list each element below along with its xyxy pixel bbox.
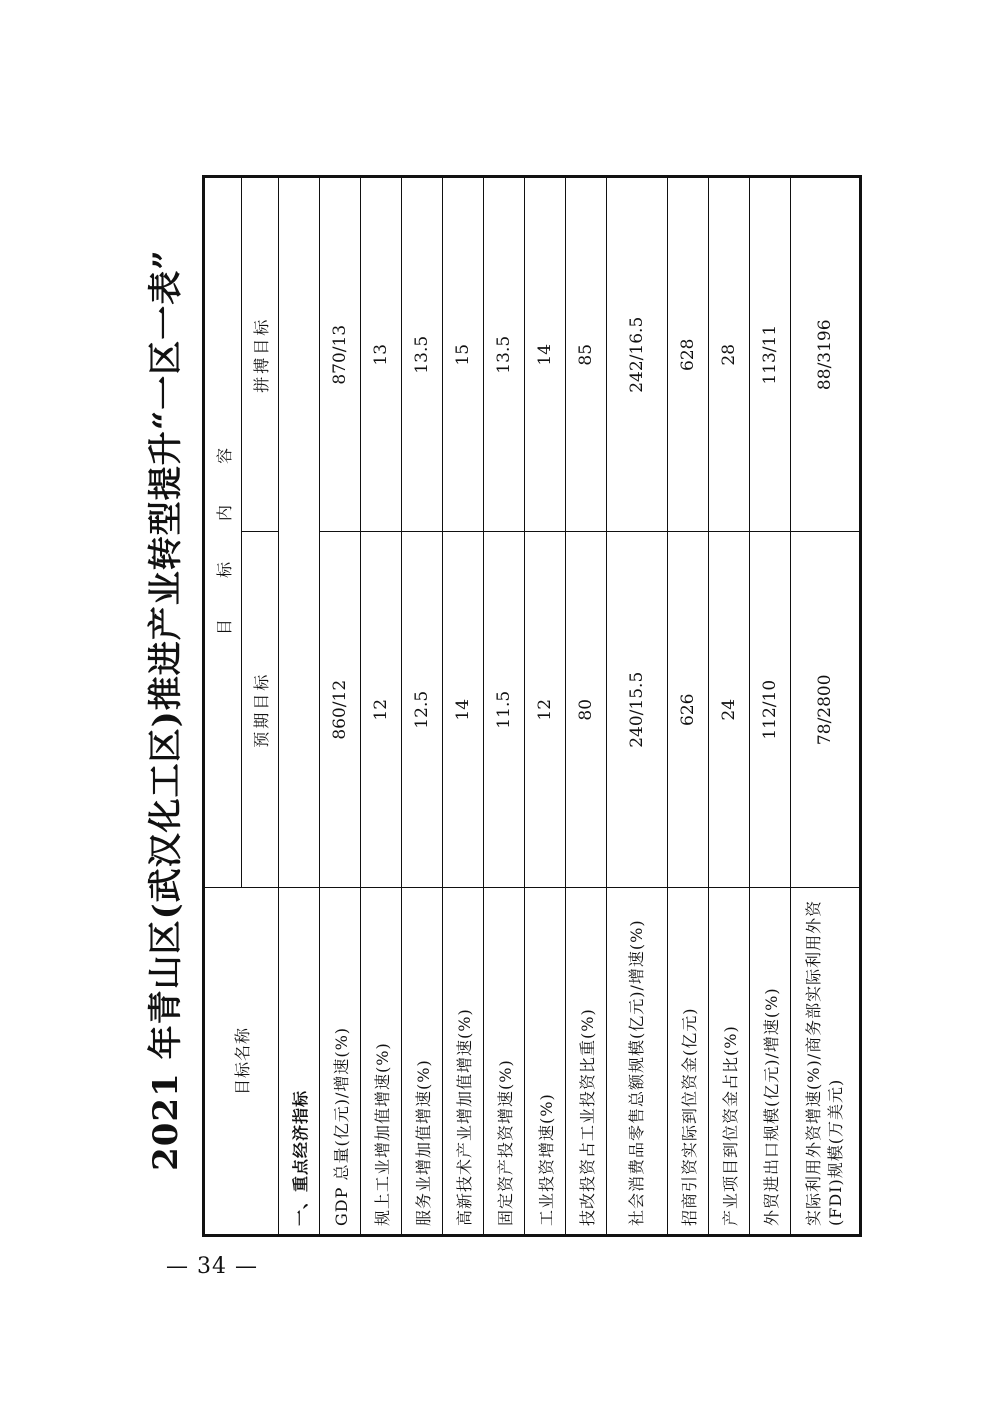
table-row [525, 177, 566, 1236]
document-title: 2021 年青山区(武汉化工区)推进产业转型提升“一区一表” [146, 249, 186, 1171]
row-name: 招商引资实际到位资金(亿元) [668, 888, 709, 1236]
rotated-table-block [130, 0, 870, 1245]
row-expected: 240/15.5 [607, 532, 668, 888]
row-stretch: 88/3196 [791, 177, 861, 533]
section-row [279, 177, 320, 1236]
table-row [402, 177, 443, 1236]
table-row [709, 177, 750, 1236]
row-name: 外贸进出口规模(亿元)/增速(%) [750, 888, 791, 1236]
row-stretch: 28 [709, 177, 750, 533]
table-row [607, 177, 668, 1236]
table-row [443, 177, 484, 1236]
table-row [791, 177, 861, 1236]
row-expected: 24 [709, 532, 750, 888]
row-expected: 12 [525, 532, 566, 888]
row-name: 工业投资增速(%) [525, 888, 566, 1236]
row-name: 规上工业增加值增速(%) [361, 888, 402, 1236]
row-name: 高新技术产业增加值增速(%) [443, 888, 484, 1236]
table-row [566, 177, 607, 1236]
header-target-name: 目标名称 [204, 888, 279, 1236]
table-row [668, 177, 709, 1236]
row-expected: 12 [361, 532, 402, 888]
row-stretch: 628 [668, 177, 709, 533]
row-stretch: 13.5 [402, 177, 443, 533]
row-name: 社会消费品零售总额规模(亿元)/增速(%) [607, 888, 668, 1236]
row-name: 产业项目到位资金占比(%) [709, 888, 750, 1236]
row-name: 服务业增加值增速(%) [402, 888, 443, 1236]
table-row [750, 177, 791, 1236]
row-stretch: 13.5 [484, 177, 525, 533]
row-stretch: 113/11 [750, 177, 791, 533]
table-header-row [204, 177, 242, 1236]
header-target-content: 目 标 内 容 [204, 177, 242, 888]
row-stretch: 870/13 [320, 177, 361, 533]
row-name: 实际利用外资增速(%)/商务部实际利用外资(FDI)规模(万美元) [791, 888, 861, 1236]
section-empty-cell [279, 177, 320, 888]
header-expected: 预期目标 [242, 532, 279, 888]
row-expected: 80 [566, 532, 607, 888]
row-expected: 14 [443, 532, 484, 888]
row-name: GDP 总量(亿元)/增速(%) [320, 888, 361, 1236]
row-expected: 12.5 [402, 532, 443, 888]
header-stretch: 拼搏目标 [242, 177, 279, 533]
table-row [361, 177, 402, 1236]
page-number: — 34 — [166, 1254, 258, 1279]
row-name: 固定资产投资增速(%) [484, 888, 525, 1236]
table-row [320, 177, 361, 1236]
row-name: 技改投资占工业投资比重(%) [566, 888, 607, 1236]
row-expected: 112/10 [750, 532, 791, 888]
row-stretch: 15 [443, 177, 484, 533]
row-expected: 860/12 [320, 532, 361, 888]
row-stretch: 85 [566, 177, 607, 533]
target-table [202, 175, 862, 1237]
table-row [484, 177, 525, 1236]
section-title: 一、重点经济指标 [279, 888, 320, 1236]
row-expected: 11.5 [484, 532, 525, 888]
row-stretch: 14 [525, 177, 566, 533]
row-expected: 78/2800 [791, 532, 861, 888]
row-stretch: 13 [361, 177, 402, 533]
row-expected: 626 [668, 532, 709, 888]
row-stretch: 242/16.5 [607, 177, 668, 533]
